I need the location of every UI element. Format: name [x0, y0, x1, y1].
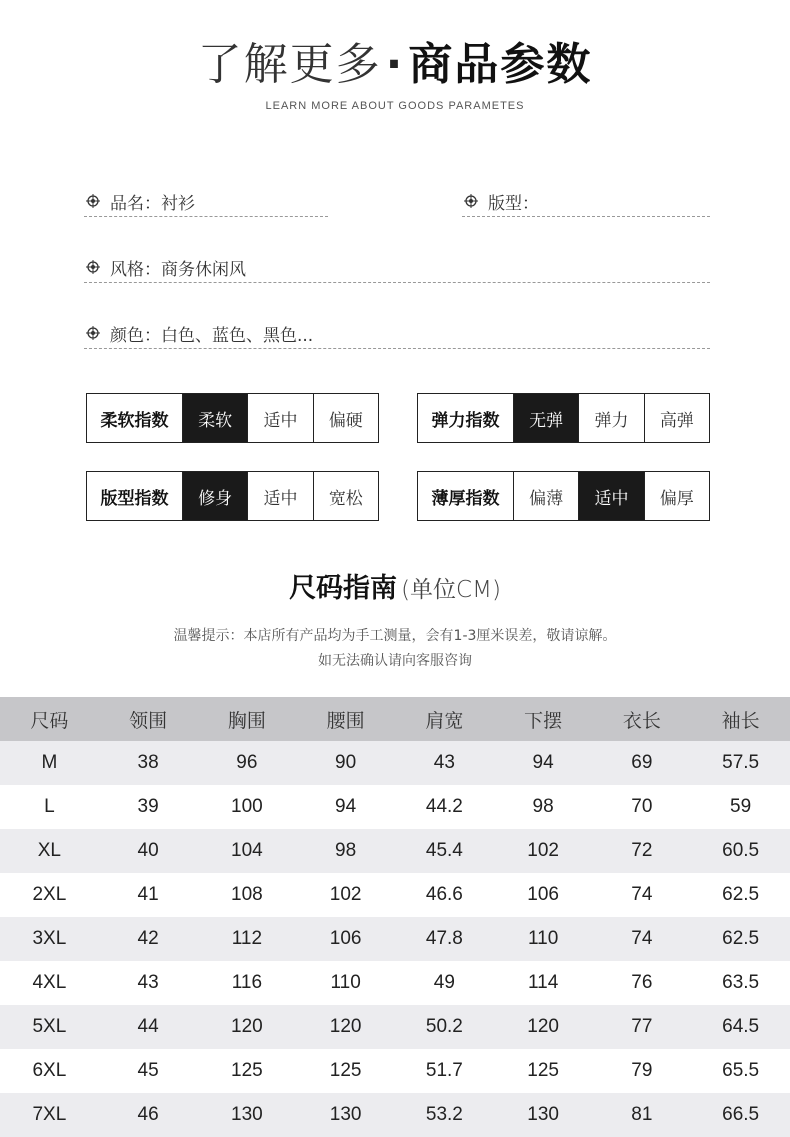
index-option: 修身	[182, 472, 247, 520]
table-cell: 116	[231, 972, 263, 993]
table-cell: 4XL	[32, 972, 67, 993]
table-cell: 90	[296, 741, 395, 785]
index-option: 高弹	[644, 394, 709, 442]
table-cell: 74	[593, 917, 692, 961]
index-name: 薄厚指数	[431, 488, 500, 509]
table-cell: XL	[0, 829, 99, 873]
table-cell: 62.5	[691, 917, 790, 961]
index-option: 无弹	[513, 394, 578, 442]
table-cell: 94	[335, 796, 357, 817]
table-cell: 69	[593, 741, 692, 785]
table-cell: 112	[198, 917, 297, 961]
table-cell: 120	[296, 1005, 395, 1049]
size-notice-line1: 温馨提示：本店所有产品均为手工测量，会有1-3厘米误差，敬请谅解。	[173, 628, 617, 644]
table-cell: 57.5	[691, 741, 790, 785]
param-name-text: 品名：衬衫	[110, 193, 195, 214]
index-softness	[86, 393, 379, 443]
table-row	[0, 1049, 790, 1093]
table-cell: L	[44, 796, 55, 817]
header-cell: 下摆	[494, 697, 593, 741]
size-guide-main: 尺码指南	[289, 573, 398, 604]
size-table	[0, 697, 790, 1137]
table-cell: M	[0, 741, 99, 785]
index-name: 版型指数	[100, 488, 169, 509]
table-cell: 40	[99, 829, 198, 873]
table-cell: 49	[433, 972, 455, 993]
index-name: 弹力指数	[431, 410, 500, 431]
table-cell: 62.5	[722, 884, 760, 905]
table-cell: 65.5	[722, 1060, 760, 1081]
index-option: 偏厚	[644, 472, 709, 520]
table-cell: 100	[231, 796, 263, 817]
crosshair-target-icon	[86, 194, 100, 208]
table-cell: 44	[99, 1005, 198, 1049]
table-cell: 120	[494, 1005, 593, 1049]
header-cell: 肩宽	[395, 697, 494, 741]
table-row	[0, 829, 790, 873]
param-name	[84, 186, 328, 217]
index-option: 适中	[247, 472, 312, 520]
crosshair-target-icon	[86, 326, 100, 340]
table-cell: 45.4	[395, 829, 494, 873]
title-dot: ·	[385, 39, 405, 90]
table-cell: 114	[527, 972, 559, 993]
index-option: 宽松	[313, 472, 378, 520]
title-bold: 商品参数	[408, 39, 593, 90]
table-cell: 2XL	[32, 884, 67, 905]
table-cell: 7XL	[0, 1093, 99, 1137]
table-cell: 70	[631, 796, 653, 817]
index-option: 偏薄	[513, 472, 578, 520]
table-cell: 46	[99, 1093, 198, 1137]
crosshair-target-icon	[86, 260, 100, 274]
table-cell: 79	[631, 1060, 653, 1081]
header-cell: 胸围	[198, 697, 297, 741]
table-row	[0, 917, 790, 961]
table-cell: 104	[198, 829, 297, 873]
size-notice-line2: 如无法确认请向客服咨询	[318, 653, 472, 669]
table-cell: 102	[494, 829, 593, 873]
table-cell: 94	[494, 741, 593, 785]
table-cell: 125	[527, 1060, 559, 1081]
table-cell: 130	[296, 1093, 395, 1137]
table-cell: 42	[99, 917, 198, 961]
table-row	[0, 873, 790, 917]
table-cell: 3XL	[0, 917, 99, 961]
table-cell: 5XL	[0, 1005, 99, 1049]
index-fit	[86, 471, 379, 521]
table-cell: 110	[494, 917, 593, 961]
table-cell: 64.5	[691, 1005, 790, 1049]
table-cell: 81	[593, 1093, 692, 1137]
table-cell: 38	[99, 741, 198, 785]
table-cell: 59	[730, 796, 752, 817]
table-cell: 106	[296, 917, 395, 961]
table-cell: 50.2	[395, 1005, 494, 1049]
table-cell: 106	[527, 884, 559, 905]
table-cell: 125	[329, 1060, 362, 1081]
table-cell: 96	[198, 741, 297, 785]
table-cell: 6XL	[32, 1060, 67, 1081]
table-cell: 77	[593, 1005, 692, 1049]
header-cell: 衣长	[593, 697, 692, 741]
table-cell: 44.2	[425, 796, 463, 817]
table-row	[0, 741, 790, 785]
param-fit	[462, 186, 710, 217]
table-cell: 46.6	[425, 884, 463, 905]
table-cell: 120	[198, 1005, 297, 1049]
param-fit-text: 版型：	[488, 193, 539, 214]
index-option: 偏硬	[313, 394, 378, 442]
index-thickness	[417, 471, 710, 521]
table-row	[0, 1005, 790, 1049]
table-cell: 102	[329, 884, 362, 905]
crosshair-target-icon	[464, 194, 478, 208]
param-style-text: 风格：商务休闲风	[110, 259, 246, 280]
table-row	[0, 961, 790, 1005]
table-cell: 110	[330, 972, 361, 993]
table-cell: 47.8	[395, 917, 494, 961]
table-cell: 51.7	[425, 1060, 463, 1081]
index-elasticity	[417, 393, 710, 443]
table-cell: 130	[494, 1093, 593, 1137]
table-cell: 43	[137, 972, 159, 993]
table-cell: 74	[631, 884, 653, 905]
table-cell: 98	[296, 829, 395, 873]
param-color	[84, 318, 710, 349]
table-cell: 76	[631, 972, 653, 993]
table-cell: 125	[231, 1060, 263, 1081]
table-cell: 43	[395, 741, 494, 785]
table-cell: 72	[593, 829, 692, 873]
table-cell: 130	[198, 1093, 297, 1137]
table-row	[0, 1093, 790, 1137]
param-style	[84, 252, 710, 283]
size-guide-unit: (单位CM)	[401, 577, 501, 603]
size-guide-title	[0, 566, 790, 605]
size-table-header	[0, 697, 790, 741]
table-cell: 66.5	[691, 1093, 790, 1137]
header-cell: 腰围	[296, 697, 395, 741]
index-option: 弹力	[578, 394, 643, 442]
index-name: 柔软指数	[100, 410, 169, 431]
table-row	[0, 785, 790, 829]
index-option: 柔软	[182, 394, 247, 442]
index-option: 适中	[578, 472, 643, 520]
table-cell: 63.5	[722, 972, 760, 993]
table-cell: 41	[137, 884, 159, 905]
page-subtitle: LEARN MORE ABOUT GOODS PARAMETES	[265, 100, 525, 112]
table-cell: 53.2	[395, 1093, 494, 1137]
index-option: 适中	[247, 394, 312, 442]
header-cell: 尺码	[0, 697, 99, 741]
table-cell: 108	[231, 884, 263, 905]
page-title	[0, 28, 790, 92]
table-cell: 98	[532, 796, 554, 817]
table-cell: 45	[137, 1060, 159, 1081]
param-color-text: 颜色：白色、蓝色、黑色...	[110, 325, 314, 346]
table-cell: 39	[137, 796, 159, 817]
header-cell: 领围	[99, 697, 198, 741]
title-light: 了解更多	[197, 39, 382, 90]
table-cell: 60.5	[691, 829, 790, 873]
header-cell: 袖长	[691, 697, 790, 741]
